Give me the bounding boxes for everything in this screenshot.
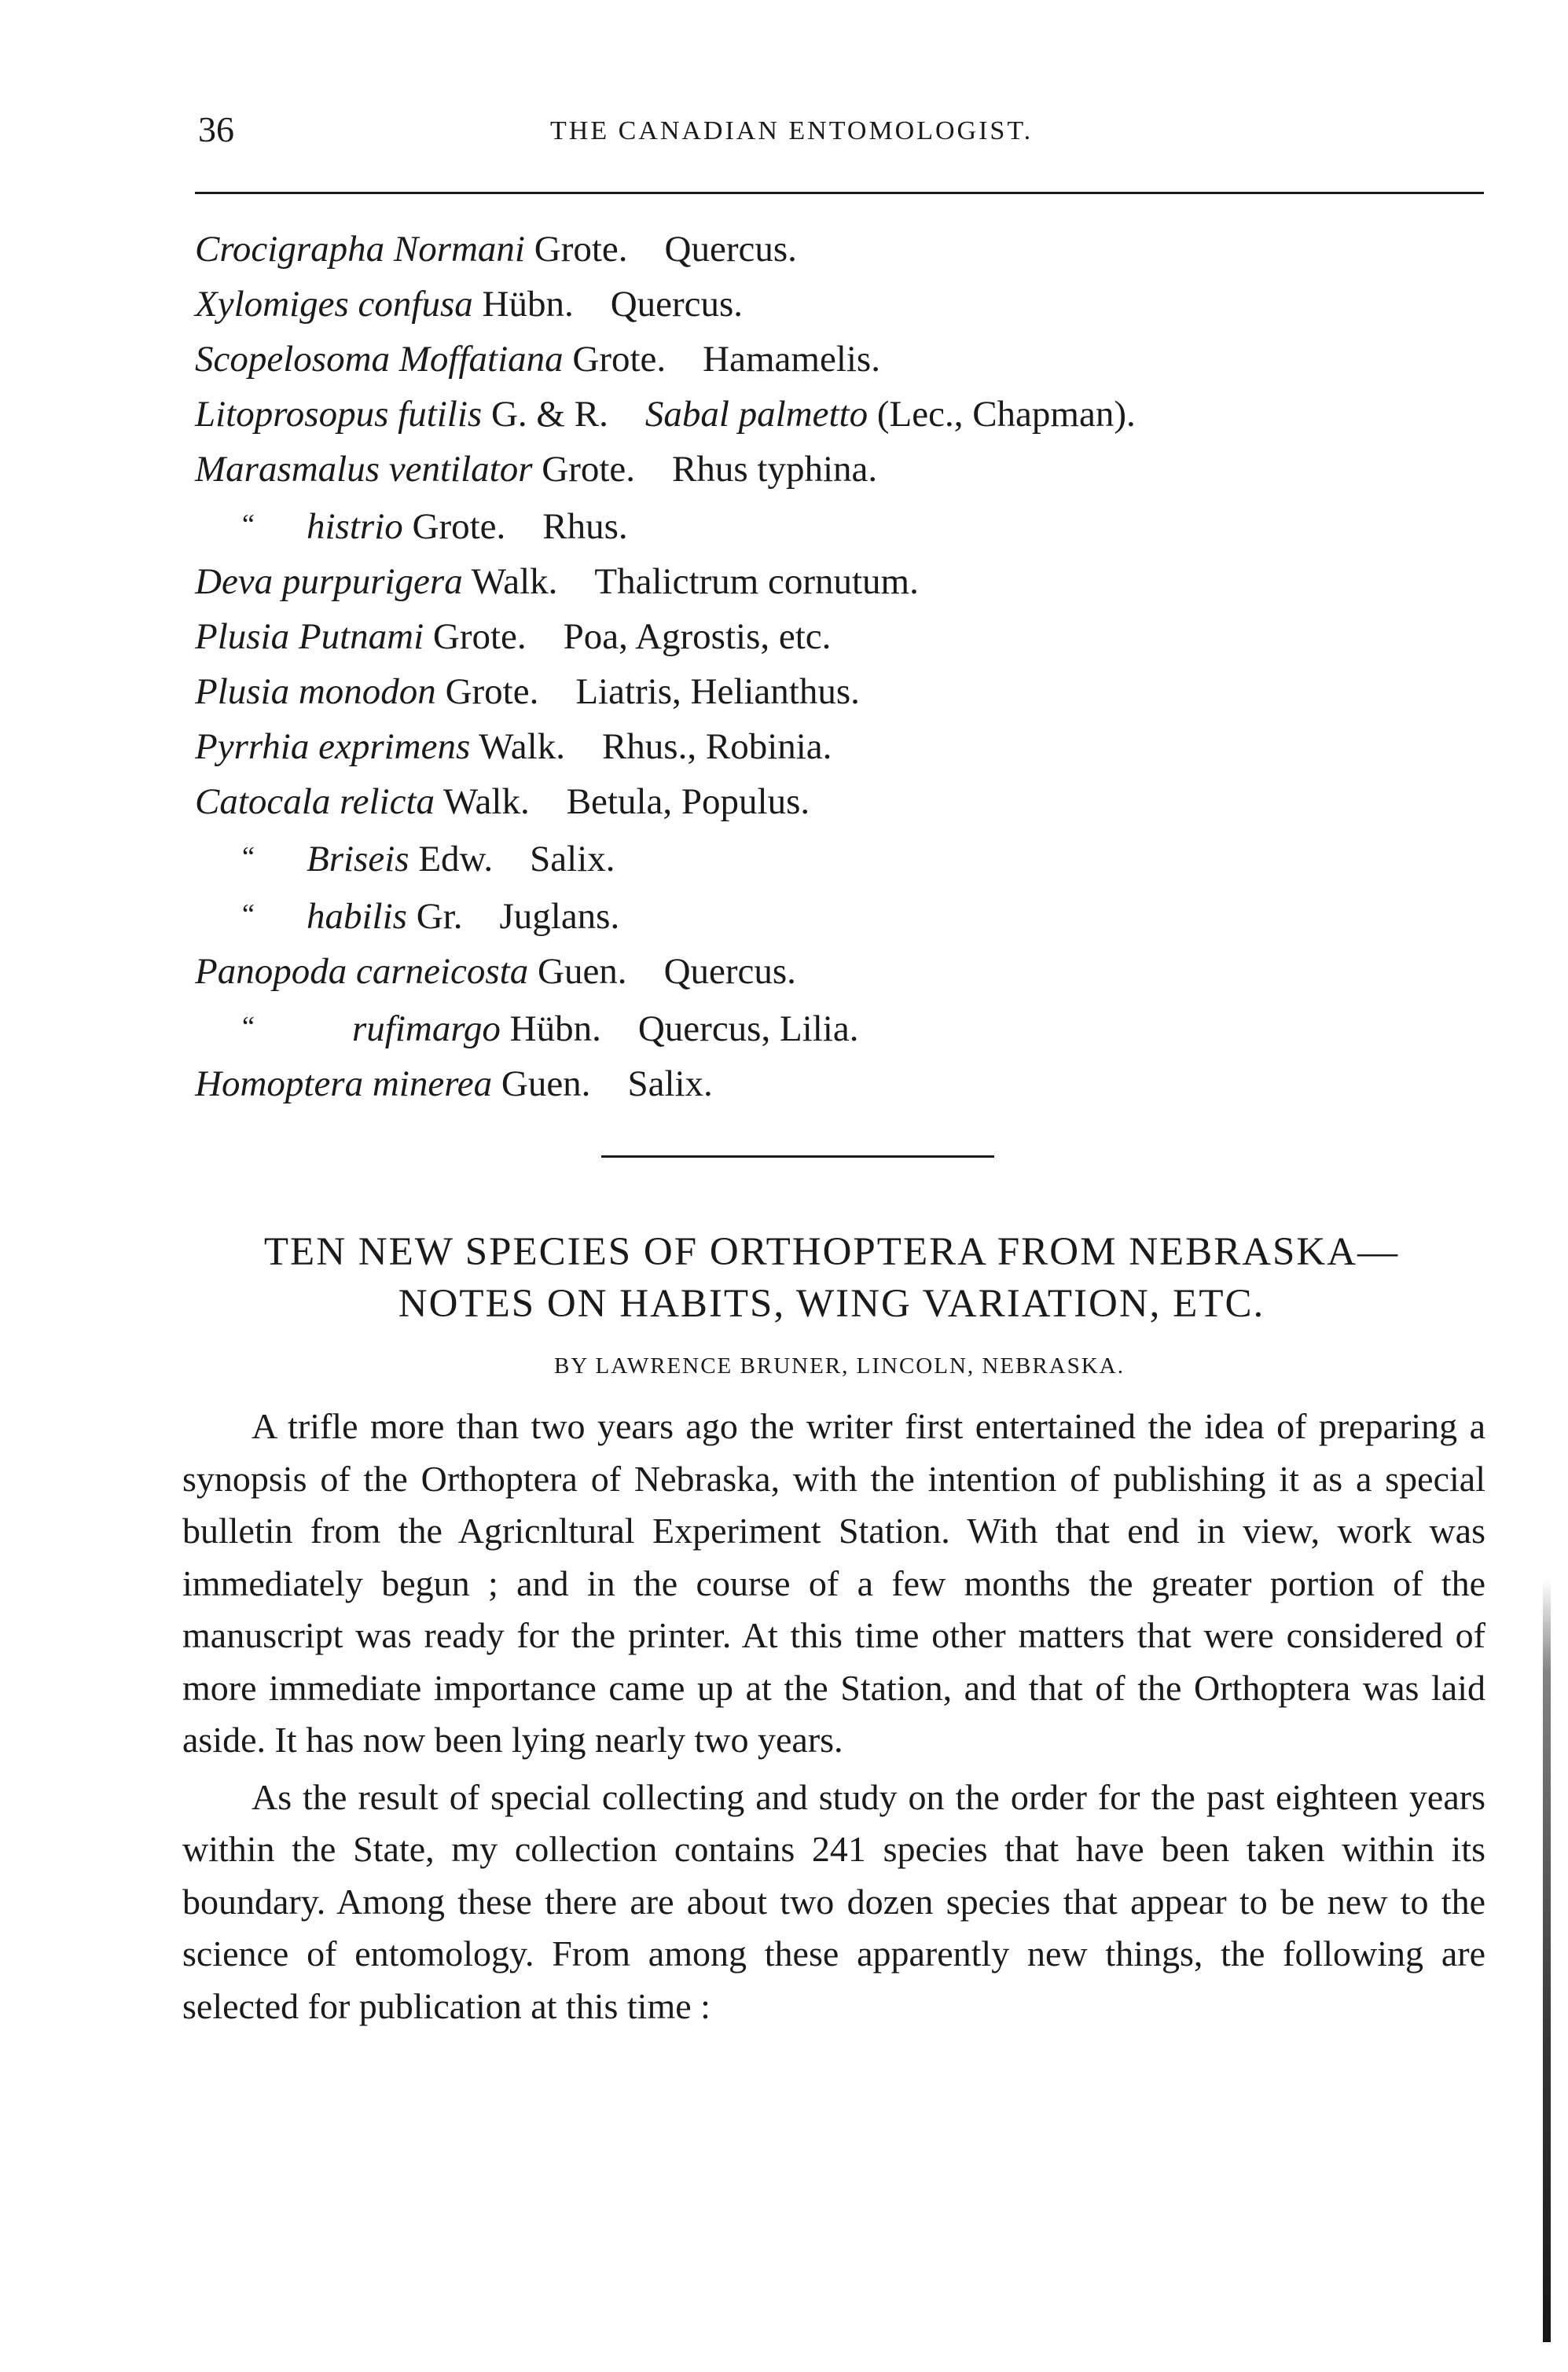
list-item (195, 277, 1468, 332)
list-item (195, 609, 1468, 664)
ditto-mark: “ (242, 509, 255, 540)
page-edge-shadow (1543, 1580, 1551, 2342)
section-divider (601, 1155, 994, 1158)
taxon-name: Marasmalus ventilator (195, 449, 533, 490)
food-plant: Betula, Populus. (566, 781, 810, 822)
taxon-name: Homoptera minerea (195, 1063, 493, 1104)
body-paragraph: A trifle more than two years ago the writer first entertained the idea of preparing a synopsis of the Orthoptera of Nebraska, with the intention of publishing it as a special bulletin from the Agricnltural Experiment Station. With that end in view, work was immediately begun ; and in the course of a few months the greater portion of the manuscript was ready for the printer. At this time other matters that were considered of more immediate importance came up at the Station, and that of the Orthoptera was laid aside. It has now been lying nearly two years. (182, 1406, 1485, 1760)
list-item (195, 387, 1468, 442)
food-plant: Rhus., Robinia. (601, 726, 832, 767)
food-plant: Quercus. (663, 951, 796, 992)
taxon-author: Guen. (492, 1063, 591, 1104)
list-item (195, 774, 1468, 829)
list-item (195, 497, 1468, 554)
article-title-line-1: TEN NEW SPECIES OF ORTHOPTERA FROM NEBRASKA— (263, 1230, 1400, 1274)
article-title (179, 1226, 1484, 1330)
food-plant: Salix. (530, 839, 615, 879)
host-plant-list (195, 222, 1468, 1111)
taxon-name: Scopelosoma Moffatiana (195, 339, 564, 380)
taxon-author: Guen. (528, 951, 627, 992)
taxon-author: Grote. (424, 616, 527, 657)
food-plant: Liatris, Helianthus. (575, 671, 860, 712)
food-plant: Hamamelis. (703, 339, 880, 380)
taxon-name: Litoprosopus futilis (195, 394, 483, 435)
header-rule (195, 192, 1484, 194)
food-plant-italic: Sabal palmetto (644, 394, 868, 435)
taxon-author: Grote. (525, 229, 628, 270)
taxon-author: Edw. (409, 839, 494, 879)
food-plant: Quercus. (610, 284, 744, 325)
taxon-name: Briseis (307, 839, 409, 879)
list-item (195, 664, 1468, 719)
taxon-name: Plusia Putnami (195, 616, 424, 657)
taxon-author: Grote. (435, 671, 539, 712)
page-number: 36 (198, 109, 234, 149)
food-plant: Poa, Agrostis, etc. (563, 616, 832, 657)
taxon-name: Crocigrapha Normani (195, 229, 525, 270)
taxon-name: habilis (307, 896, 407, 937)
list-item (195, 222, 1468, 277)
food-plant: Quercus, Lilia. (637, 1008, 859, 1049)
taxon-author: G. & R. (482, 394, 608, 435)
list-item (195, 944, 1468, 999)
taxon-author: Grote. (563, 339, 666, 380)
taxon-name: histrio (307, 506, 403, 547)
food-plant: Rhus. (542, 506, 628, 547)
taxon-name: rufimargo (352, 1008, 501, 1049)
taxon-name: Catocala relicta (195, 781, 435, 822)
taxon-name: Panopoda carneicosta (195, 951, 529, 992)
food-plant: Rhus typhina. (672, 449, 878, 490)
taxon-author: Hübn. (472, 284, 574, 325)
article-title-line-2: NOTES ON HABITS, WING VARIATION, ETC. (398, 1282, 1265, 1326)
food-plant: Quercus. (664, 229, 797, 270)
taxon-name: Pyrrhia exprimens (195, 726, 471, 767)
list-item (195, 332, 1468, 387)
food-plant: (Lec., Chapman). (868, 394, 1136, 435)
ditto-mark: “ (242, 1011, 255, 1042)
taxon-author: Walk. (462, 561, 558, 602)
list-item (195, 442, 1468, 497)
taxon-author: Walk. (470, 726, 565, 767)
taxon-author: Walk. (435, 781, 530, 822)
ditto-mark: “ (242, 841, 255, 872)
food-plant: Thalictrum cornutum. (594, 561, 919, 602)
list-item (195, 887, 1468, 944)
taxon-author: Gr. (406, 896, 463, 937)
list-item (195, 719, 1468, 774)
list-item (195, 554, 1468, 609)
list-item (195, 999, 1468, 1056)
food-plant: Salix. (627, 1063, 713, 1104)
article-body (182, 1401, 1485, 2037)
taxon-author: Grote. (402, 506, 506, 547)
taxon-name: Deva purpurigera (195, 561, 463, 602)
article-byline: BY LAWRENCE BRUNER, LINCOLN, NEBRASKA. (554, 1353, 1125, 1379)
ditto-mark: “ (242, 898, 255, 930)
taxon-author: Hübn. (500, 1008, 601, 1049)
body-paragraph: As the result of special collecting and study on the order for the past eighteen years within the State, my collection contains 241 species that have been taken within its boundary. Among these there are about two dozen species that appear to be new to the science of entomology. From among these apparently new things, the following are selected for publication at this time : (182, 1776, 1485, 2026)
running-head: THE CANADIAN ENTOMOLOGIST. (550, 116, 1034, 145)
list-item (195, 829, 1468, 887)
list-item (195, 1056, 1468, 1111)
taxon-name: Xylomiges confusa (195, 284, 473, 325)
taxon-author: Grote. (532, 449, 636, 490)
food-plant: Juglans. (499, 896, 620, 937)
taxon-name: Plusia monodon (195, 671, 436, 712)
